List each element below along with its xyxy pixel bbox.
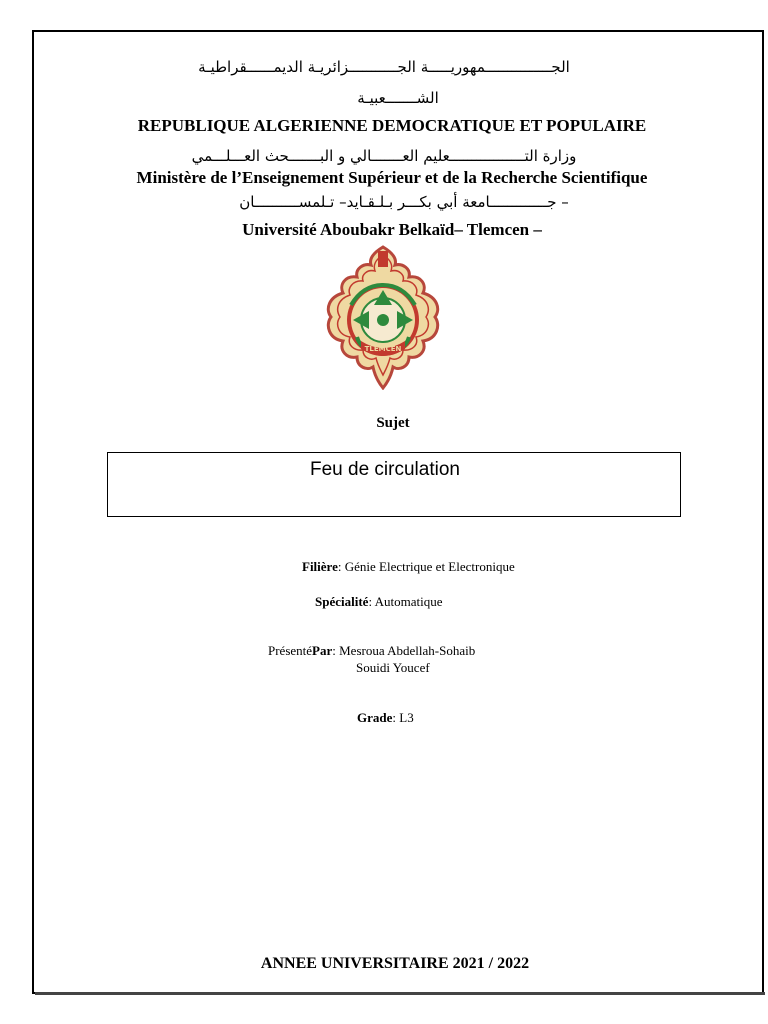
presenter-1: : Mesroua Abdellah-Sohaib xyxy=(332,643,476,658)
filiere-label: Filière xyxy=(302,559,338,574)
academic-year: ANNEE UNIVERSITAIRE 2021 / 2022 xyxy=(260,955,530,972)
specialite-row xyxy=(315,594,442,610)
subject-box xyxy=(107,452,681,517)
arabic-university: – جـــــــــــــامعة أبي بكـــر بـلـقـايد– تـلمســــــــــان xyxy=(239,193,569,211)
ministry-title: Ministère de l’Enseignement Supérieur et de la Recherche Scientifique xyxy=(136,168,648,187)
arabic-ministry: وزارة التـــــــــــــــــعليم العـــــــالي و البـــــــحث العـــلـــمي xyxy=(191,147,577,165)
page-border-shadow xyxy=(35,992,765,995)
specialite-label: Spécialité xyxy=(315,594,369,609)
university-title: Université Aboubakr Belkaïd– Tlemcen – xyxy=(242,220,542,239)
presenter-2: Souidi Youcef xyxy=(356,660,430,675)
filiere-row xyxy=(302,559,515,575)
republic-title: REPUBLIQUE ALGERIENNE DEMOCRATIQUE ET POPULAIRE xyxy=(137,116,647,135)
logo-center-emblem xyxy=(377,314,389,326)
presente-prefix: Présenté xyxy=(268,643,313,658)
subject-label: Sujet xyxy=(376,415,410,431)
grade-row xyxy=(357,710,414,726)
university-logo xyxy=(323,245,443,390)
presenter-row xyxy=(268,643,475,659)
logo-banner-text: TLEMCEN xyxy=(364,345,402,353)
logo-tower xyxy=(378,251,388,267)
subject-title: Feu de circulation xyxy=(310,459,460,480)
grade-label: Grade xyxy=(357,710,393,725)
specialite-value: : Automatique xyxy=(368,594,443,609)
arabic-republic-line-1: الجـــــــــــــــمهوريـــــة الجـــــــــــزائريـة الديمــــــقراطيـة xyxy=(198,58,570,76)
grade-value: : L3 xyxy=(392,710,414,725)
par-label: Par xyxy=(312,643,333,658)
filiere-value: : Génie Electrique et Electronique xyxy=(337,559,515,574)
arabic-republic-line-2: الشـــــــعبيـة xyxy=(357,89,439,107)
